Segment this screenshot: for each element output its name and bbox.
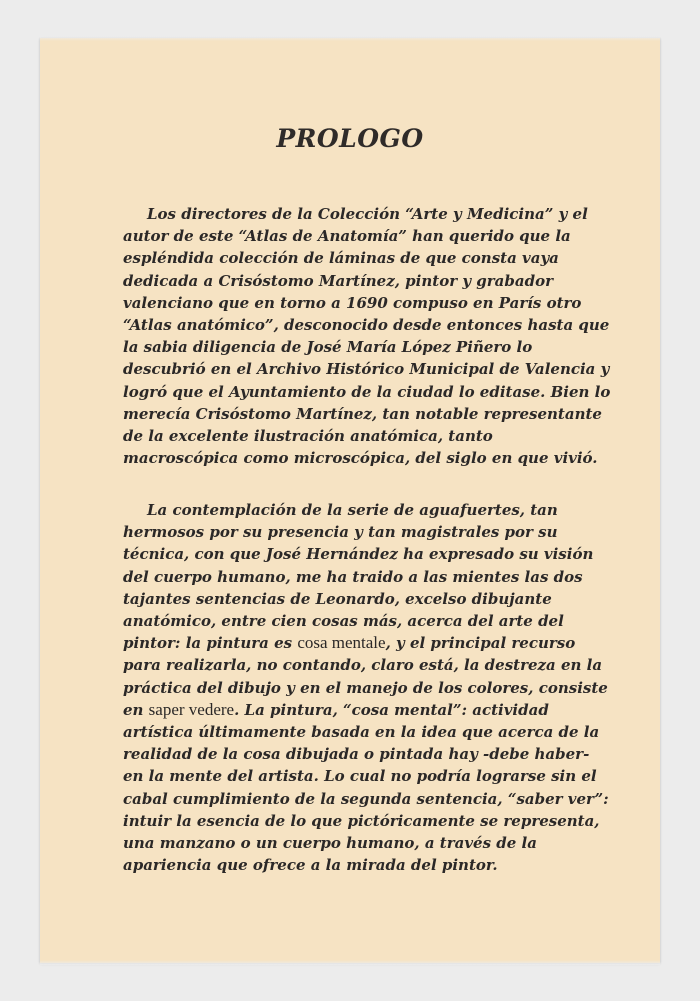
text-line: intuir la esencia de lo que pictóricamente se representa, <box>123 811 600 830</box>
text-line: dedicada a Crisóstomo Martínez, pintor y grabador <box>123 271 553 290</box>
italic-segment: . La pintura, “cosa mental”: actividad <box>234 700 549 719</box>
text-line: artística últimamente basada en la idea que acerca de la <box>123 723 600 742</box>
text-line: espléndida colección de láminas de que consta vaya <box>123 249 559 268</box>
paper-sheet <box>40 38 660 963</box>
paragraph-1 <box>123 203 643 469</box>
text-line: descubrió en el Archivo Histórico Municipal de Valencia y <box>123 360 610 379</box>
text-line: del cuerpo humano, me ha traido a las mientes las dos <box>123 567 583 586</box>
text-line-mixed <box>123 632 643 654</box>
paragraph-2 <box>123 499 643 876</box>
text-line: “Atlas anatómico”, desconocido desde entonces hasta que <box>123 316 610 335</box>
italic-segment: en <box>123 700 149 719</box>
text-line: la sabia diligencia de José María López Piñero lo <box>123 338 533 357</box>
text-line: cabal cumplimiento de la segunda sentencia, “saber ver”: <box>123 789 609 808</box>
text-line: valenciano que en torno a 1690 compuso en París otro <box>123 293 582 312</box>
text-line: La contemplación de la serie de aguafuertes, tan <box>147 501 558 519</box>
text-line: realidad de la cosa dibujada o pintada hay -debe haber- <box>123 745 590 764</box>
text-line: anatómico, entre cien cosas más, acerca del arte del <box>123 612 564 631</box>
text-line: técnica, con que José Hernández ha expresado su visión <box>123 545 594 564</box>
text-line: tajantes sentencias de Leonardo, excelso dibujante <box>123 589 552 608</box>
text-line: logró que el Ayuntamiento de la ciudad lo editase. Bien lo <box>123 382 611 401</box>
text-line-mixed <box>123 699 643 721</box>
text-line: de la excelente ilustración anatómica, tanto <box>123 427 493 446</box>
text-line: una manzano o un cuerpo humano, a través de la <box>123 834 537 853</box>
text-line: apariencia que ofrece a la mirada del pintor. <box>123 856 498 875</box>
paper-top-edge <box>40 36 660 41</box>
text-line: práctica del dibujo y en el manejo de los colores, consiste <box>123 678 608 697</box>
text-line: en la mente del artista. Lo cual no podría lograrse sin el <box>123 767 597 786</box>
quoted-phrase: saper vedere <box>148 699 235 719</box>
page-title: PROLOGO <box>276 124 424 153</box>
text-line: merecía Crisóstomo Martínez, tan notable representante <box>123 404 602 423</box>
quoted-phrase: cosa mentale <box>297 633 386 653</box>
text-line: Los directores de la Colección “Arte y Medicina” y el <box>147 205 588 223</box>
italic-segment: , y el principal recurso <box>385 634 576 653</box>
text-line: macroscópica como microscópica, del siglo en que vivió. <box>123 449 598 468</box>
paper-bottom-edge <box>40 960 660 965</box>
italic-segment: pintor: la pintura es <box>123 634 298 653</box>
text-line: para realizarla, no contando, claro está, la destreza en la <box>123 656 603 675</box>
text-line: autor de este “Atlas de Anatomía” han querido que la <box>123 227 571 246</box>
text-line: hermosos por su presencia y tan magistrales por su <box>123 523 558 542</box>
